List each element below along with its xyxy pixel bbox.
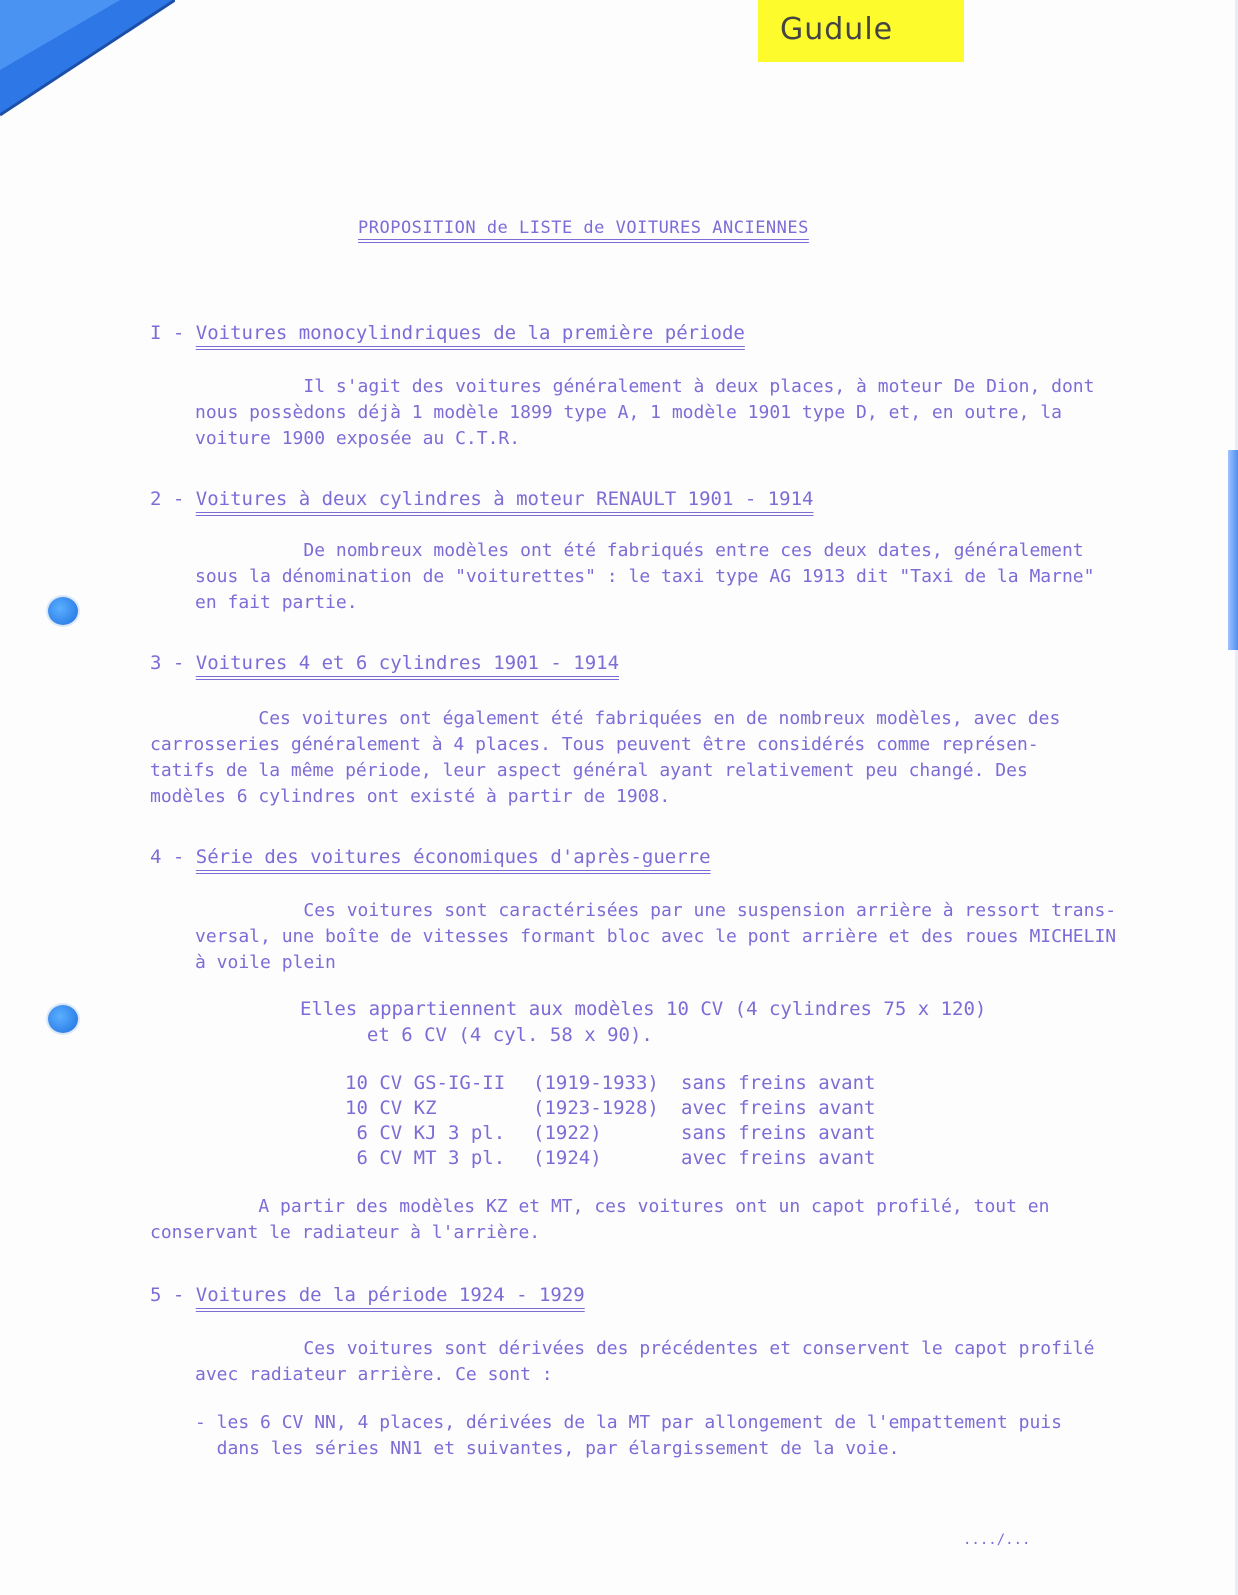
section-4-body bbox=[195, 898, 1116, 976]
model-cell: 6 CV MT 3 pl. bbox=[345, 1147, 506, 1169]
section-number: 3 - bbox=[150, 652, 185, 674]
folder-edge bbox=[1228, 450, 1238, 650]
table-row bbox=[345, 1147, 875, 1169]
section-4-after bbox=[150, 1194, 1049, 1246]
table-row bbox=[345, 1122, 875, 1144]
text-line: avec radiateur arrière. Ce sont : bbox=[195, 1364, 553, 1385]
text-line: conservant le radiateur à l'arrière. bbox=[150, 1222, 541, 1243]
punch-hole-bottom bbox=[48, 1005, 78, 1033]
text-line: tatifs de la même période, leur aspect général ayant relativement peu changé. Des bbox=[150, 760, 1028, 781]
years-cell: (1922) bbox=[533, 1122, 602, 1144]
brakes-cell: sans freins avant bbox=[681, 1122, 876, 1144]
text-line: Ces voitures sont dérivées des précédentes et conservent le capot profilé bbox=[195, 1338, 1095, 1359]
brakes-cell: avec freins avant bbox=[681, 1147, 876, 1169]
text-line: carrosseries généralement à 4 places. Tous peuvent être considérés comme représen- bbox=[150, 734, 1039, 755]
text-line: à voile plein bbox=[195, 952, 336, 973]
text-line: nous possèdons déjà 1 modèle 1899 type A, 1 modèle 1901 type D, et, en outre, la bbox=[195, 402, 1062, 423]
brakes-cell: avec freins avant bbox=[681, 1097, 876, 1119]
section-1-heading bbox=[150, 322, 745, 344]
years-cell: (1919-1933) bbox=[533, 1072, 659, 1094]
text-line: Ces voitures sont caractérisées par une suspension arrière à ressort trans- bbox=[195, 900, 1117, 921]
text-line: Il s'agit des voitures généralement à deux places, à moteur De Dion, dont bbox=[195, 376, 1095, 397]
text-line: modèles 6 cylindres ont existé à partir de 1908. bbox=[150, 786, 671, 807]
folder-corner bbox=[0, 0, 175, 130]
page-continuation: ..../... bbox=[963, 1532, 1031, 1548]
text-line: dans les séries NN1 et suivantes, par élargissement de la voie. bbox=[195, 1438, 900, 1459]
text-line: A partir des modèles KZ et MT, ces voitures ont un capot profilé, tout en bbox=[150, 1196, 1050, 1217]
text-line: Elles appartiennent aux modèles 10 CV (4 cylindres 75 x 120) bbox=[300, 998, 987, 1020]
model-cell: 6 CV KJ 3 pl. bbox=[345, 1122, 506, 1144]
section-title: Voitures à deux cylindres à moteur RENAULT 1901 - 1914 bbox=[195, 488, 814, 510]
text-line: et 6 CV (4 cyl. 58 x 90). bbox=[344, 1024, 653, 1046]
sticky-note bbox=[758, 0, 964, 62]
text-line: voiture 1900 exposée au C.T.R. bbox=[195, 428, 521, 449]
section-number: 5 - bbox=[150, 1284, 185, 1306]
text-line: Ces voitures ont également été fabriquées en de nombreux modèles, avec des bbox=[150, 708, 1061, 729]
section-number: I - bbox=[150, 322, 185, 344]
model-cell: 10 CV KZ bbox=[345, 1097, 437, 1119]
text-line: sous la dénomination de "voiturettes" : le taxi type AG 1913 dit "Taxi de la Marne" bbox=[195, 566, 1095, 587]
model-cell: 10 CV GS-IG-II bbox=[345, 1072, 506, 1094]
section-5-bullet bbox=[195, 1410, 1062, 1462]
section-4-heading bbox=[150, 846, 711, 868]
section-3-heading bbox=[150, 652, 619, 674]
section-title: Voitures de la période 1924 - 1929 bbox=[195, 1284, 585, 1306]
section-5-heading bbox=[150, 1284, 585, 1306]
section-number: 4 - bbox=[150, 846, 185, 868]
text-line: versal, une boîte de vitesses formant bloc avec le pont arrière et des roues MICHELIN bbox=[195, 926, 1117, 947]
text-line: - les 6 CV NN, 4 places, dérivées de la MT par allongement de l'empattement puis bbox=[195, 1412, 1062, 1433]
document-title: PROPOSITION de LISTE de VOITURES ANCIENNES bbox=[358, 218, 809, 238]
text-line: De nombreux modèles ont été fabriqués entre ces deux dates, généralement bbox=[195, 540, 1084, 561]
section-title: Voitures monocylindriques de la première période bbox=[195, 322, 745, 344]
years-cell: (1923-1928) bbox=[533, 1097, 659, 1119]
section-2-heading bbox=[150, 488, 814, 510]
section-title: Voitures 4 et 6 cylindres 1901 - 1914 bbox=[195, 652, 620, 674]
sticky-note-text: Gudule bbox=[780, 12, 894, 47]
punch-hole-top bbox=[48, 597, 78, 625]
section-2-body bbox=[195, 538, 1094, 616]
table-row bbox=[345, 1072, 875, 1094]
section-title: Série des voitures économiques d'après-guerre bbox=[195, 846, 711, 868]
years-cell: (1924) bbox=[533, 1147, 602, 1169]
section-1-body bbox=[195, 374, 1094, 452]
models-intro bbox=[300, 996, 986, 1048]
section-5-body bbox=[195, 1336, 1094, 1388]
brakes-cell: sans freins avant bbox=[681, 1072, 876, 1094]
text-line: en fait partie. bbox=[195, 592, 358, 613]
section-3-body bbox=[150, 706, 1060, 810]
table-row bbox=[345, 1097, 875, 1119]
section-number: 2 - bbox=[150, 488, 185, 510]
